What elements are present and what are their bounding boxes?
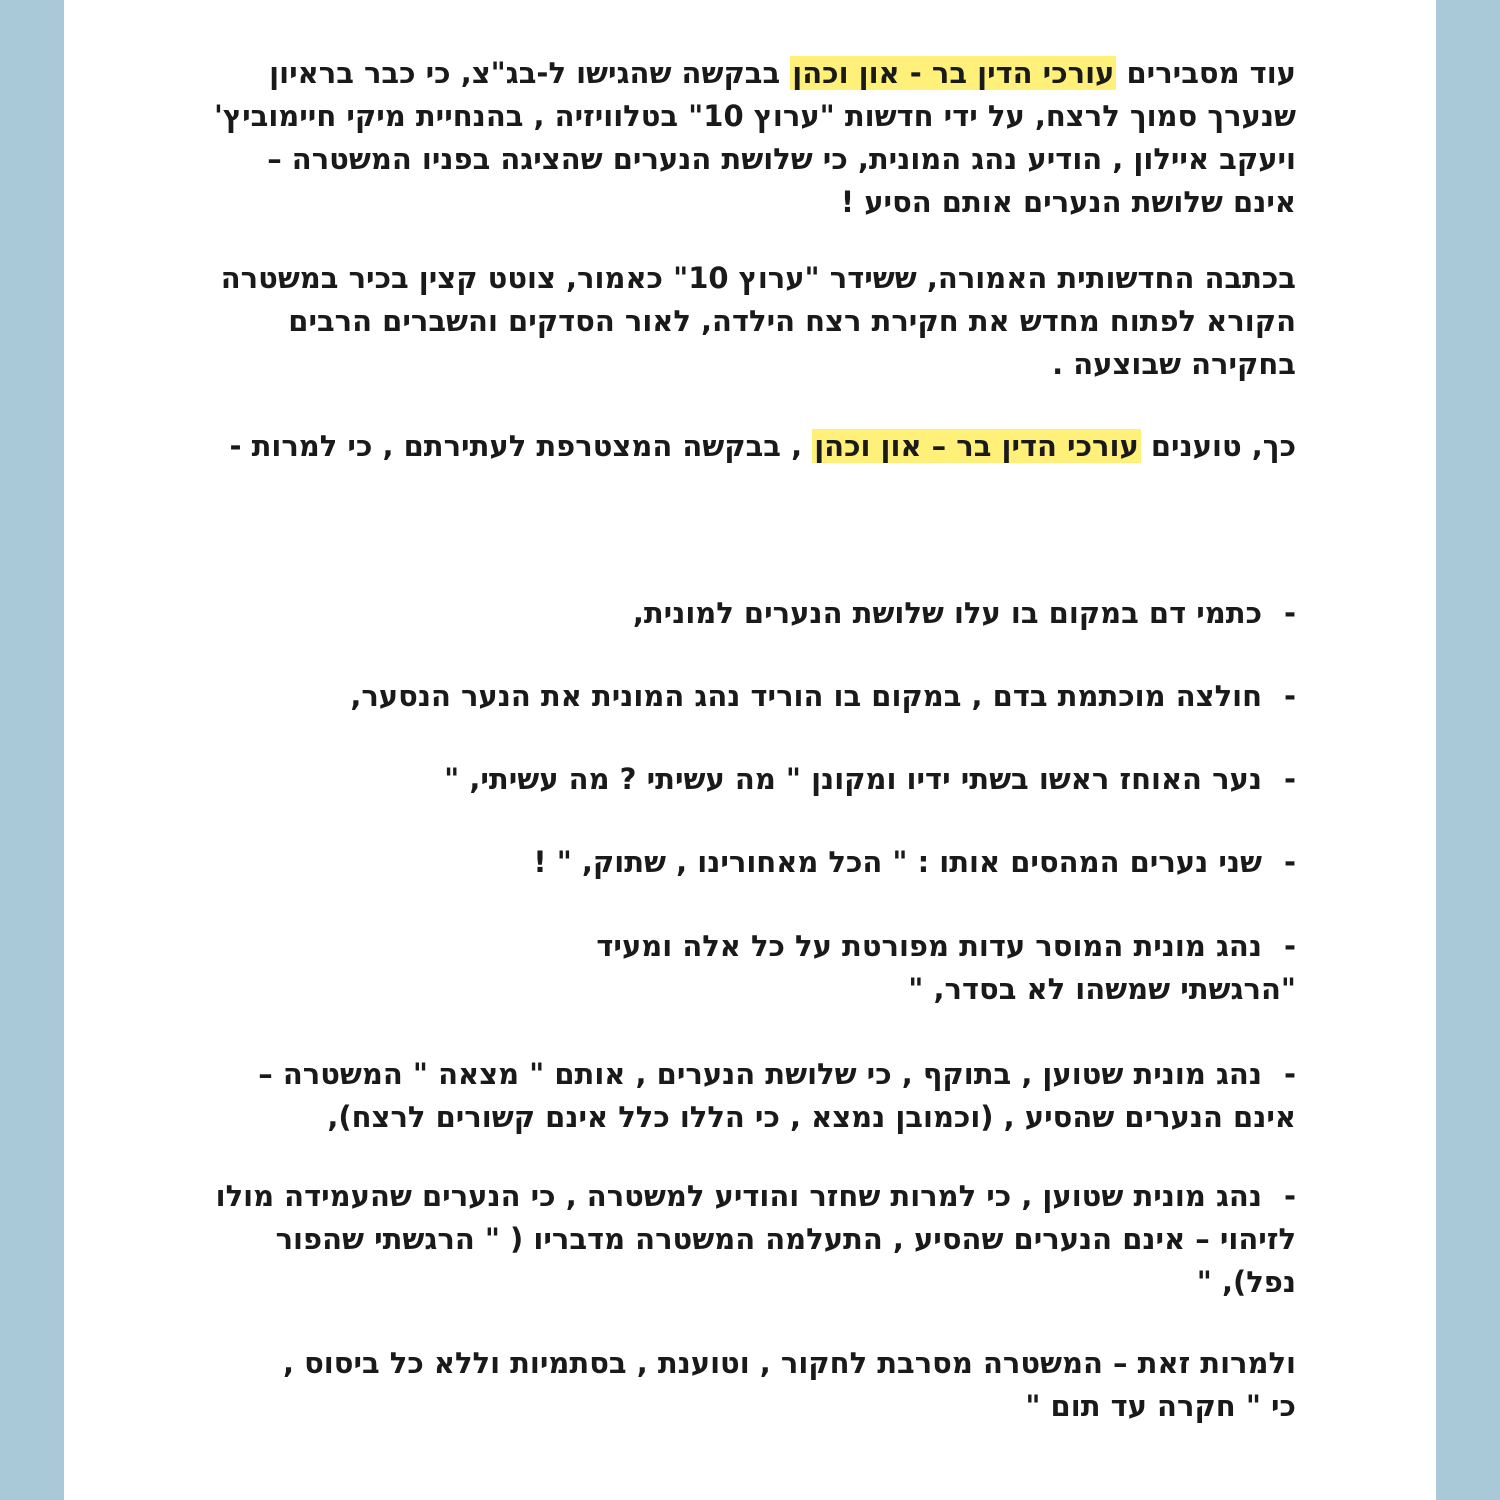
- bullet-text: נהג מונית המוסר עדות מפורטת על כל אלה ומעיד: [596, 929, 1262, 963]
- closing-line-2: כי " חקרה עד תום ": [1025, 1389, 1296, 1423]
- text-segment: עוד מסבירים: [1116, 56, 1296, 90]
- bullet-item-2: [350, 675, 1296, 718]
- bullet-7-line-2: לזיהוי – אינם הנערים שהסיע , התעלמה המשטרה מדבריו ( " הרגשתי שהפור: [275, 1222, 1296, 1256]
- paragraph-3: [96, 425, 1296, 468]
- bullet-text: חולצה מוכתמת בדם , במקום בו הוריד נהג המונית את הנער הנסער,: [350, 679, 1262, 713]
- bullet-dash: -: [1283, 762, 1296, 796]
- bullet-item-5: [596, 925, 1296, 1011]
- paragraph-2: [96, 257, 1296, 386]
- bullet-item-4: [533, 841, 1296, 884]
- bullet-item-6: [258, 1053, 1296, 1139]
- bullet-6-line-1: [258, 1053, 1296, 1096]
- bullet-dash: -: [1283, 596, 1296, 630]
- bullet-dash: -: [1283, 845, 1296, 879]
- document-page: [64, 0, 1436, 1500]
- closing-paragraph: [283, 1342, 1296, 1428]
- closing-line-1: ולמרות זאת – המשטרה מסרבת לחקור , וטוענת , בסתמיות וללא כל ביסוס ,: [282, 1346, 1296, 1380]
- bullet-dash: -: [1283, 679, 1296, 713]
- bullet-item-7: [216, 1175, 1296, 1304]
- bullet-text: נער האוחז ראשו בשתי ידיו ומקונן " מה עשיתי ? מה עשיתי, ": [444, 762, 1262, 796]
- bullet-6-line-2: אינם הנערים שהסיע , (וכמובן נמצא , כי הללו כלל אינם קשורים לרצח),: [327, 1100, 1296, 1134]
- paragraph-1-line-4: אינם שלושת הנערים אותם הסיע !: [840, 185, 1296, 219]
- bullet-item-3: [444, 758, 1296, 801]
- bullet-dash: -: [1283, 1179, 1296, 1213]
- bullet-text: נהג מונית שטוען , בתוקף , כי שלושת הנערים , אותם " מצאה " המשטרה –: [258, 1057, 1262, 1091]
- bullet-dash: -: [1283, 929, 1296, 963]
- paragraph-1-line-2: שנערך סמוך לרצח, על ידי חדשות "ערוץ 10" בטלוויזיה , בהנחיית מיקי חיימוביץ': [214, 99, 1296, 133]
- paragraph-1-line-1: [96, 52, 1296, 95]
- bullet-text: נהג מונית שטוען , כי למרות שחזר והודיע למשטרה , כי הנערים שהעמידה מולו: [215, 1179, 1262, 1213]
- paragraph-2-line-1: בכתבה החדשותית האמורה, ששידר "ערוץ 10" כאמור, צוטט קצין בכיר במשטרה: [220, 261, 1296, 295]
- paragraph-1-line-3: ויעקב איילון , הודיע נהג המונית, כי שלושת הנערים שהציגה בפניו המשטרה –: [267, 142, 1296, 176]
- bullet-7-line-1: [216, 1175, 1296, 1218]
- paragraph-3-line-1: [96, 425, 1296, 468]
- paragraph-2-line-3: בחקירה שבוצעה .: [1052, 347, 1296, 381]
- bullet-5-line-2: "הרגשתי שמשהו לא בסדר, ": [908, 972, 1296, 1006]
- bullet-item-1: [633, 592, 1296, 635]
- bullet-text: שני נערים המהסים אותו : " הכל מאחורינו , שתוק, " !: [533, 845, 1262, 879]
- text-segment: כך, טוענים: [1140, 429, 1296, 463]
- highlighted-text: עורכי הדין בר - און וכהן: [792, 56, 1115, 90]
- bullet-5-line-1: [596, 925, 1296, 968]
- paragraph-1: [96, 52, 1296, 224]
- bullet-text: כתמי דם במקום בו עלו שלושת הנערים למונית,: [632, 596, 1262, 630]
- highlighted-text: עורכי הדין בר – און וכהן: [814, 429, 1139, 463]
- bullet-7-line-3: נפל), ": [1196, 1265, 1296, 1299]
- text-segment: בבקשה שהגישו ל-בג"צ, כי כבר בראיון: [269, 56, 791, 90]
- text-segment: , בבקשה המצטרפת לעתירתם , כי למרות -: [229, 429, 813, 463]
- bullet-dash: -: [1283, 1057, 1296, 1091]
- paragraph-2-line-2: הקורא לפתוח מחדש את חקירת רצח הילדה, לאור הסדקים והשברים הרבים: [288, 304, 1296, 338]
